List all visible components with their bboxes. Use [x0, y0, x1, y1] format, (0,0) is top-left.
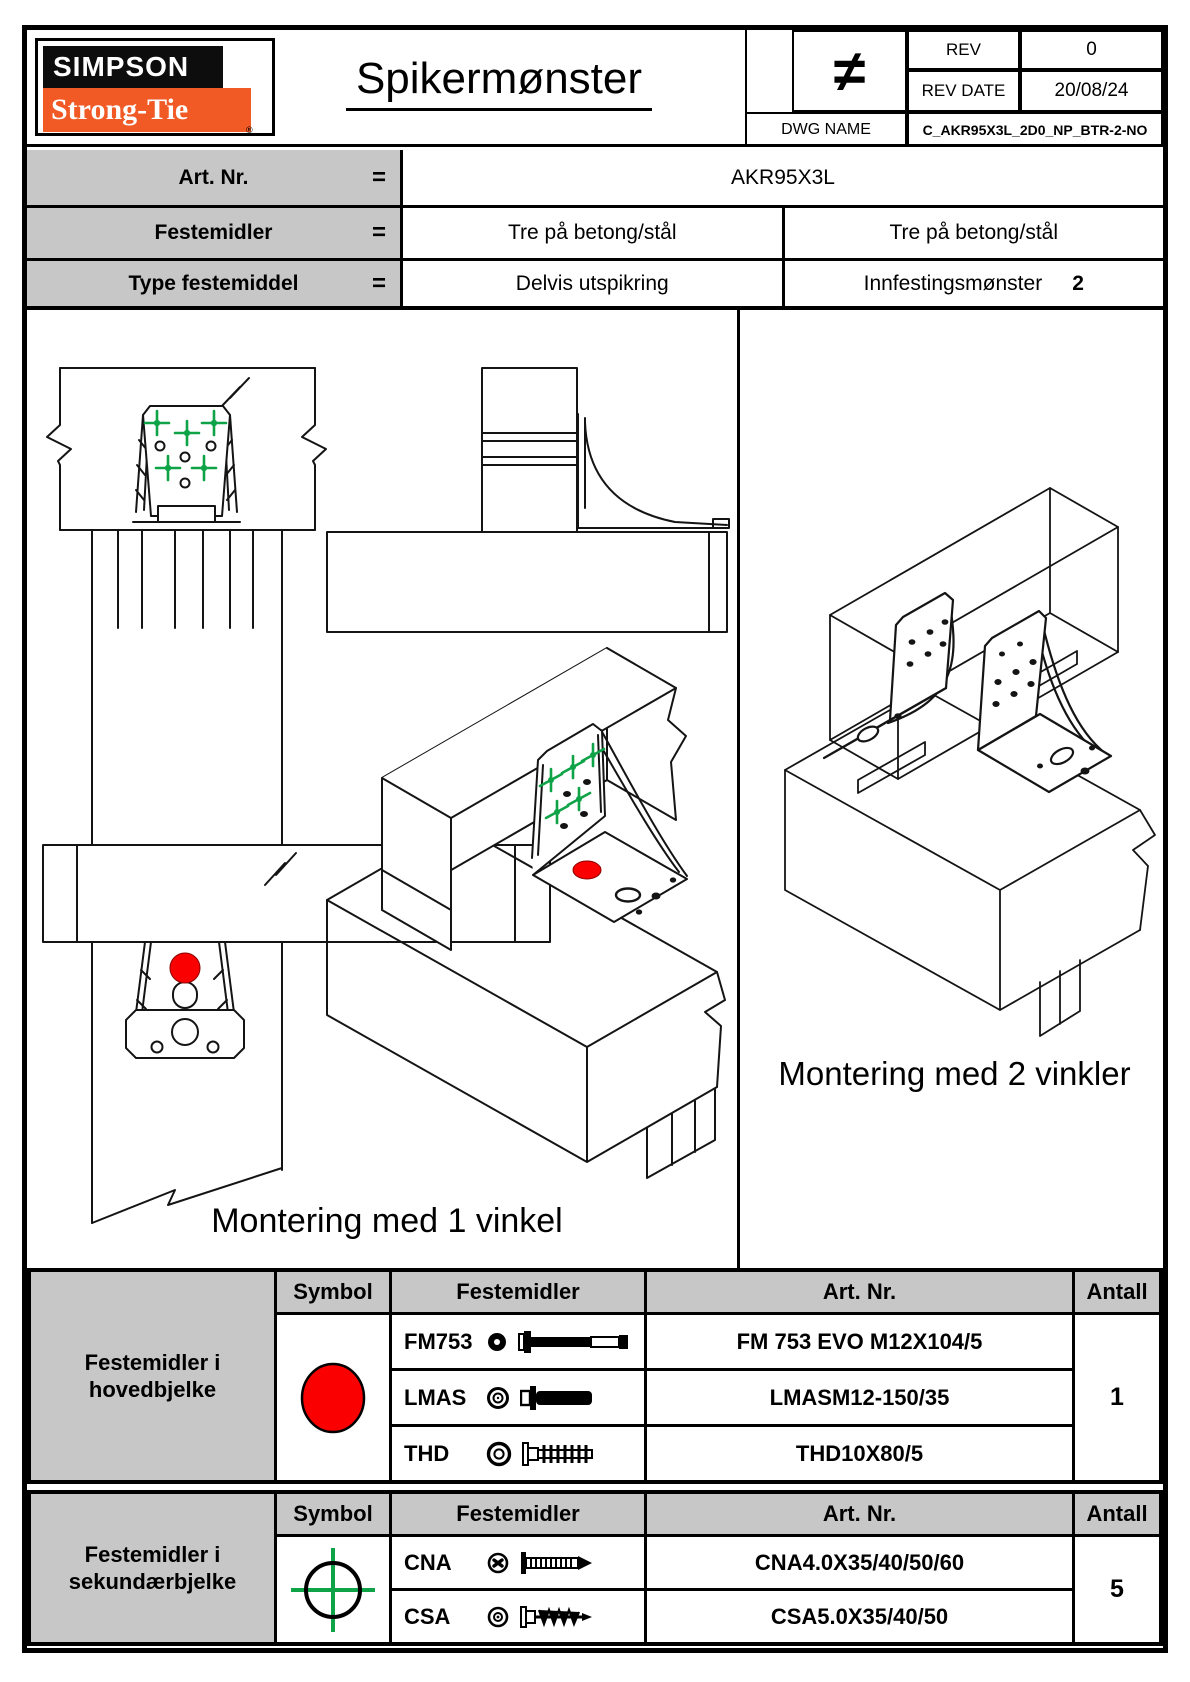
col-header-artnr: Art. Nr.: [647, 1272, 1072, 1312]
fastener-code: LMAS: [404, 1384, 467, 1410]
symbol-sekundaerbjelke: [277, 1537, 389, 1642]
info-row-type: [27, 261, 1163, 310]
festemidler-label-cell: Festemidler =: [27, 208, 403, 258]
green-crosshair-symbol: [285, 1542, 381, 1638]
fastener-row-lmas: [392, 1371, 644, 1424]
col-header-artnr: Art. Nr.: [647, 1494, 1072, 1534]
info-row-festemidler: [27, 208, 1163, 261]
equals-sign: =: [371, 219, 386, 246]
csa-screw-icon: [520, 1603, 638, 1631]
antall-hovedbjelke: 1: [1075, 1315, 1159, 1480]
fm753-bolt-icon: [518, 1328, 636, 1356]
col-header-symbol: Symbol: [277, 1494, 389, 1534]
fastener-row-thd: [392, 1427, 644, 1480]
fastener-code: THD: [404, 1440, 450, 1466]
thd-screw-icon: [522, 1440, 640, 1468]
col-header-festemidler: Festemidler: [392, 1494, 644, 1534]
col-header-antall: Antall: [1075, 1272, 1159, 1312]
cna-nail-icon: [520, 1549, 638, 1577]
fastener-row-fm753: [392, 1315, 644, 1368]
rev-date-label: REV DATE: [907, 70, 1020, 112]
fastener-code: CSA: [404, 1603, 451, 1629]
symbol-hovedbjelke: [277, 1315, 389, 1480]
antall-sekundaerbjelke: 5: [1075, 1537, 1159, 1642]
fastener-table-hovedbjelke: [27, 1268, 1163, 1484]
fastener-row-csa: [392, 1591, 644, 1642]
festemidler-value-left: Tre på betong/stål: [508, 221, 677, 244]
drawing-montering-2-vinkler: [740, 310, 1163, 1268]
festemidler-value-right: Tre på betong/stål: [782, 208, 1164, 258]
caption-montering-1-vinkel: Montering med 1 vinkel: [211, 1202, 563, 1240]
type-value-left: Delvis utspikring: [515, 271, 669, 295]
sekundaerbjelke-row-label: Festemidler i sekundærbjelke: [31, 1494, 274, 1642]
cna-head-icon: [486, 1551, 510, 1575]
registered-mark: ®: [246, 125, 253, 135]
caption-montering-2-vinkler: Montering med 2 vinkler: [778, 1055, 1131, 1092]
artnr-lmas: LMASM12-150/35: [647, 1371, 1072, 1424]
logo-strongtie: Strong-Tie: [43, 88, 251, 132]
logo-simpson: SIMPSON: [43, 46, 223, 88]
thd-head-icon: [486, 1441, 512, 1467]
col-header-festemidler: Festemidler: [392, 1272, 644, 1312]
lmas-anchor-icon: [520, 1384, 638, 1412]
artnr-thd: THD10X80/5: [647, 1427, 1072, 1480]
red-anchor-symbol: [295, 1360, 371, 1436]
page-title: Spikermønster: [279, 54, 719, 124]
type-value-right: Innfestingsmønster 2: [782, 261, 1164, 306]
dwg-name-label: DWG NAME: [745, 112, 907, 147]
rev-value: 0: [1020, 30, 1163, 70]
equals-sign: =: [371, 269, 386, 297]
type-label-cell: Type festemiddel =: [27, 261, 403, 306]
fastener-table-sekundaerbjelke: [27, 1490, 1163, 1646]
fastener-code: FM753: [404, 1328, 473, 1354]
artnr-fm753: FM 753 EVO M12X104/5: [647, 1315, 1072, 1368]
lmas-head-icon: [486, 1386, 510, 1410]
info-row-artnr: [27, 150, 1163, 208]
simpson-strongtie-logo: [35, 38, 275, 136]
header-divider: [745, 30, 747, 112]
artnr-label-cell: Art. Nr. =: [27, 150, 403, 205]
col-header-antall: Antall: [1075, 1494, 1159, 1534]
rev-date-value: 20/08/24: [1020, 70, 1163, 112]
dwg-name-value: C_AKR95X3L_2D0_NP_BTR-2-NO: [907, 112, 1163, 147]
not-equal-symbol: ≠: [792, 30, 907, 112]
sheet-border: [22, 25, 1168, 1653]
hovedbjelke-row-label: Festemidler i hovedbjelke: [31, 1272, 274, 1480]
col-header-symbol: Symbol: [277, 1272, 389, 1312]
fastener-row-cna: [392, 1537, 644, 1588]
drawing-montering-1-vinkel: [27, 310, 737, 1268]
fm753-head-icon: [486, 1331, 508, 1353]
csa-head-icon: [486, 1605, 510, 1629]
artnr-csa: CSA5.0X35/40/50: [647, 1591, 1072, 1642]
header-band: [27, 30, 1163, 147]
equals-sign: =: [371, 163, 386, 191]
artnr-cna: CNA4.0X35/40/50/60: [647, 1537, 1072, 1588]
rev-label: REV: [907, 30, 1020, 70]
fastener-code: CNA: [404, 1549, 452, 1575]
pattern-number: 2: [1072, 271, 1084, 295]
artnr-value: AKR95X3L: [731, 165, 835, 189]
